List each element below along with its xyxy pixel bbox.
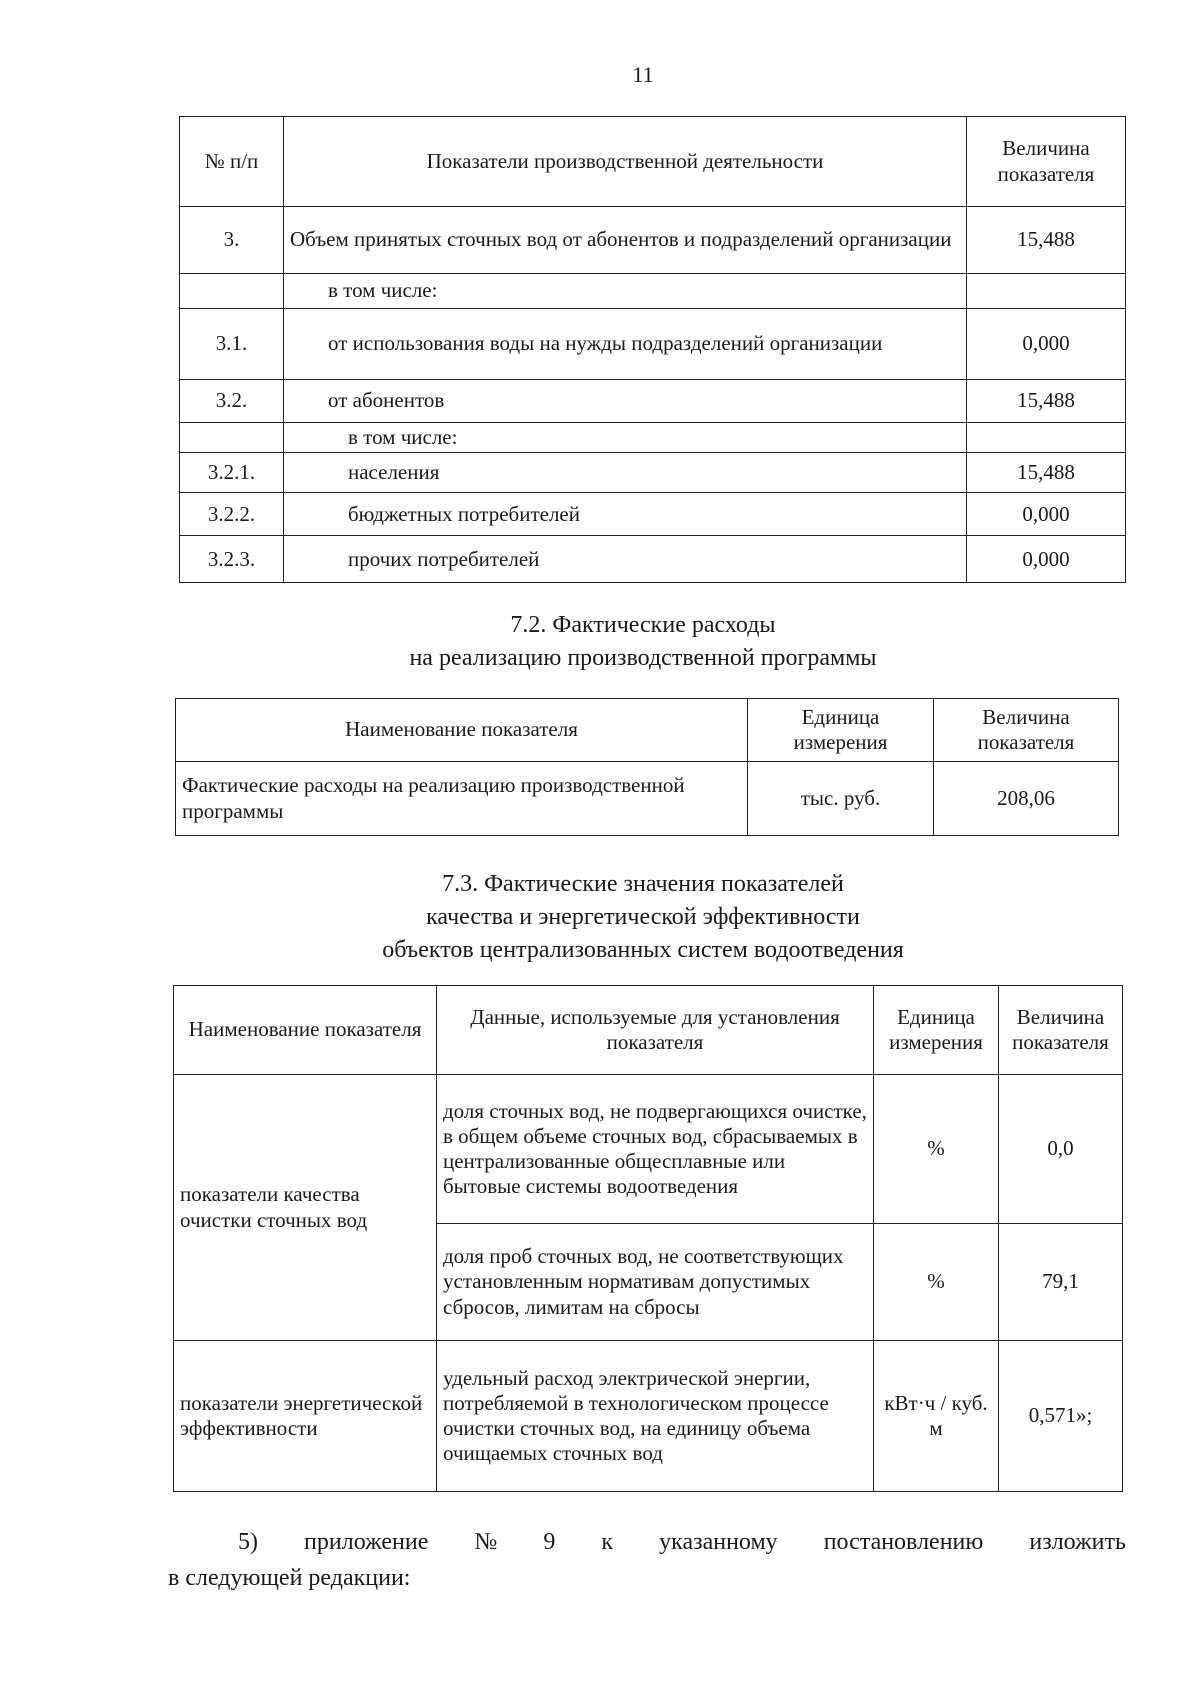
heading-line: качества и энергетической эффективности: [426, 904, 860, 930]
table-row: [180, 309, 1126, 380]
header-value: Величина показателя: [999, 986, 1123, 1075]
row-value: 15,488: [967, 207, 1126, 274]
row-unit: тыс. руб.: [748, 762, 934, 836]
word: постановлению: [823, 1529, 984, 1555]
row-name: Объем принятых сточных вод от абонентов и подразделений организации: [284, 207, 967, 274]
table-row: [180, 207, 1126, 274]
heading-line: 7.3. Фактические значения показателей: [442, 871, 844, 897]
row-value: [967, 274, 1126, 309]
word: №: [474, 1529, 498, 1555]
row-data: удельный расход электрической энергии, потребляемой в технологическом процессе очистки сточных вод, на единицу объема очищаемых сточных вод: [437, 1341, 874, 1492]
paragraph-line-2: в следующей редакции:: [168, 1565, 411, 1591]
table-row: [176, 762, 1119, 836]
header-data: Данные, используемые для установления показателя: [437, 986, 874, 1075]
table-row: [180, 380, 1126, 423]
header-name: Наименование показателя: [176, 699, 748, 762]
header-unit: Единица измерения: [748, 699, 934, 762]
table-row: [174, 1341, 1123, 1492]
header-name: Наименование показателя: [174, 986, 437, 1075]
section-7-2-heading: [0, 609, 1200, 675]
row-name: бюджетных потребителей: [284, 493, 967, 536]
header-value: Величина показателя: [934, 699, 1119, 762]
row-num: 3.2.: [180, 380, 284, 423]
word: приложение: [304, 1529, 429, 1555]
header-indicator: Показатели производственной деятельности: [284, 117, 967, 207]
word: изложить: [1029, 1529, 1126, 1555]
table-row: [180, 453, 1126, 493]
row-value: 208,06: [934, 762, 1119, 836]
table-row: [180, 536, 1126, 583]
row-data: доля проб сточных вод, не соответствующих установленным нормативам допустимых сбросов, лимитам на сбросы: [437, 1224, 874, 1341]
table-header-row: [174, 986, 1123, 1075]
row-value: 0,000: [967, 536, 1126, 583]
paragraph-line-1: [168, 1524, 1126, 1560]
header-value: Величина показателя: [967, 117, 1126, 207]
row-num: 3.2.3.: [180, 536, 284, 583]
table-row: [174, 1075, 1123, 1224]
row-name: от использования воды на нужды подразделений организации: [284, 309, 967, 380]
row-value: 0,0: [999, 1075, 1123, 1224]
row-name: в том числе:: [284, 274, 967, 309]
header-num: № п/п: [180, 117, 284, 207]
row-num: 3.1.: [180, 309, 284, 380]
row-value: 79,1: [999, 1224, 1123, 1341]
row-unit: кВт·ч / куб. м: [874, 1341, 999, 1492]
row-value: 0,571»;: [999, 1341, 1123, 1492]
word: указанному: [659, 1529, 778, 1555]
row-value: 15,488: [967, 380, 1126, 423]
heading-line: 7.2. Фактические расходы: [510, 612, 776, 638]
row-name: населения: [284, 453, 967, 493]
row-name: от абонентов: [284, 380, 967, 423]
quality-efficiency-table: [173, 985, 1123, 1492]
row-num: [180, 274, 284, 309]
production-indicators-table: [179, 116, 1126, 583]
row-name: Фактические расходы на реализацию производственной программы: [176, 762, 748, 836]
page-number: 11: [632, 62, 654, 87]
heading-line: на реализацию производственной программы: [409, 645, 877, 671]
row-num: 3.2.2.: [180, 493, 284, 536]
row-value: 0,000: [967, 309, 1126, 380]
row-num: [180, 423, 284, 453]
row-value: 15,488: [967, 453, 1126, 493]
row-name: в том числе:: [284, 423, 967, 453]
header-unit: Единица измерения: [874, 986, 999, 1075]
section-7-3-heading: [0, 868, 1200, 967]
table-row: [180, 423, 1126, 453]
table-row: [180, 493, 1126, 536]
row-unit: %: [874, 1224, 999, 1341]
row-value: [967, 423, 1126, 453]
row-data: доля сточных вод, не подвергающихся очистке, в общем объеме сточных вод, сбрасываемых в централизованные общесплавные или бытовые системы водоотведения: [437, 1075, 874, 1224]
table-header-row: [180, 117, 1126, 207]
amendment-paragraph: [168, 1524, 1126, 1596]
word: 9: [543, 1529, 556, 1555]
row-num: 3.2.1.: [180, 453, 284, 493]
row-unit: %: [874, 1075, 999, 1224]
actual-expenses-table: [175, 698, 1119, 836]
row-num: 3.: [180, 207, 284, 274]
group-name: показатели качества очистки сточных вод: [174, 1075, 437, 1341]
heading-line: объектов централизованных систем водоотведения: [382, 937, 904, 963]
word: к: [601, 1529, 614, 1555]
word: 5): [238, 1529, 258, 1555]
table-row: [180, 274, 1126, 309]
row-value: 0,000: [967, 493, 1126, 536]
group-name: показатели энергетической эффективности: [174, 1341, 437, 1492]
table-header-row: [176, 699, 1119, 762]
row-name: прочих потребителей: [284, 536, 967, 583]
